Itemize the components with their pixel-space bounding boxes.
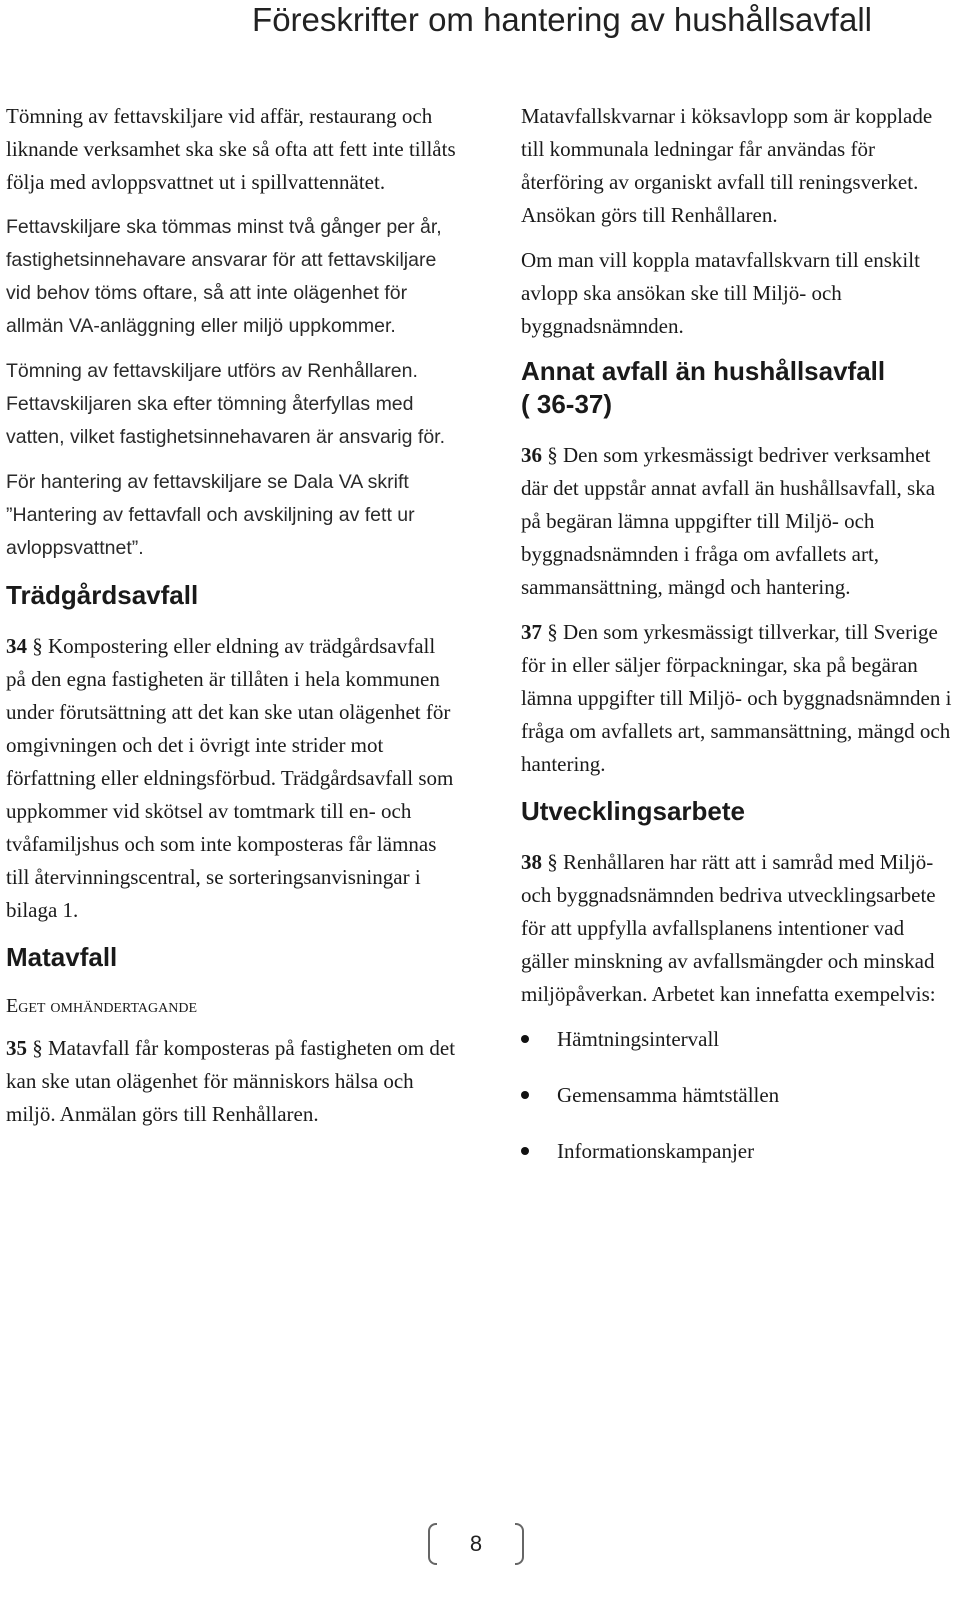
paragraph-grease-reference: För hantering av fettavskiljare se Dala VA skrift ”Hantering av fettavfall och avskiljning av fett ur avloppsvattnet”. <box>6 471 415 559</box>
paragraph-food-grinders: Matavfallskvarnar i köksavlopp som är kopplade till kommunala ledningar får användas för återföring av organiskt avfall till reningsverket. Ansökan görs till Renhållaren. <box>521 104 933 227</box>
left-column <box>6 100 458 1143</box>
heading-other-waste-line2: ( 36-37) <box>521 389 613 419</box>
section-sign-icon: § <box>547 443 558 467</box>
section-38-text: Renhållaren har rätt att i samråd med Miljö- och byggnadsnämnden bedriva utvecklingsarbete för att uppfylla avfallsplanens intentioner vad gäller minskning av avfallsmängder och minskad miljöpåverkan. Arbetet kan innefatta exempelvis: <box>521 850 936 1006</box>
example-list <box>521 1023 957 1168</box>
list-item: Informationskampanjer <box>521 1135 957 1168</box>
heading-development: Utvecklingsarbete <box>521 796 745 826</box>
paragraph-grease-emptying: Tömning av fettavskiljare vid affär, restaurang och liknande verksamhet ska ske så ofta att fett inte tillåts följa med avloppsvattnet ut i spillvattennätet. <box>6 104 456 194</box>
bullet-icon <box>521 1147 529 1155</box>
right-bracket-icon <box>515 1523 524 1565</box>
section-36-number: 36 <box>521 443 542 467</box>
section-35 <box>6 1032 458 1131</box>
section-sign-icon: § <box>547 850 558 874</box>
page-number-box <box>428 1520 524 1568</box>
heading-other-waste <box>521 355 957 421</box>
section-35-text: Matavfall får komposteras på fastigheten om det kan ske utan olägenhet för människors hälsa och miljö. Anmälan görs till Renhållaren. <box>6 1036 456 1126</box>
section-36-text: Den som yrkesmässigt bedriver verksamhet där det uppstår annat avfall än hushållsavfall, ska på begäran lämna uppgifter till Miljö- och byggnadsnämnden i fråga om avfallets art, sammansättning, mängd och hantering. <box>521 443 936 599</box>
bullet-icon <box>521 1091 529 1099</box>
left-bracket-icon <box>428 1523 437 1565</box>
section-sign-icon: § <box>547 620 558 644</box>
paragraph-private-sewer: Om man vill koppla matavfallskvarn till enskilt avlopp ska ansökan ske till Miljö- och byggnadsnämnden. <box>521 248 920 338</box>
section-36 <box>521 439 957 604</box>
list-item: Gemensamma hämtställen <box>521 1079 957 1112</box>
section-38-number: 38 <box>521 850 542 874</box>
section-34-text: Kompostering eller eldning av trädgårdsavfall på den egna fastigheten är tillåten i hela kommunen under förutsättning att det kan ske utan olägenhet för omgivningen och det i övrigt inte strider mot författning eller eldningsförbud. Trädgårdsavfall som uppkommer vid skötsel av tomtmark till en- och tvåfamiljshus och som inte komposteras får lämnas till återvinningscentral, se sorteringsanvisningar i bilaga 1. <box>6 634 454 922</box>
paragraph-grease-renhallaren: Tömning av fettavskiljare utförs av Renhållaren. Fettavskiljaren ska efter tömning återfyllas med vatten, vilket fastighetsinnehavaren är ansvarig för. <box>6 360 445 448</box>
bullet-icon <box>521 1035 529 1043</box>
section-37-number: 37 <box>521 620 542 644</box>
page-number: 8 <box>469 1531 483 1556</box>
section-sign-icon: § <box>32 634 43 658</box>
right-column <box>521 100 957 1191</box>
heading-food-waste: Matavfall <box>6 942 118 972</box>
heading-garden-waste: Trädgårdsavfall <box>6 580 199 610</box>
section-35-number: 35 <box>6 1036 27 1060</box>
section-34 <box>6 630 458 927</box>
section-34-number: 34 <box>6 634 27 658</box>
subheading-own-care: Eget omhändertagande <box>6 995 198 1017</box>
list-item: Hämtningsintervall <box>521 1023 957 1056</box>
heading-other-waste-line1: Annat avfall än hushållsavfall <box>521 356 886 386</box>
section-37-text: Den som yrkesmässigt tillverkar, till Sverige för in eller säljer förpackningar, ska på begäran lämna uppgifter till Miljö- och byggnadsnämnden i fråga om avfallets art, sammansättning, mängd och hantering. <box>521 620 952 776</box>
paragraph-grease-twice-yearly: Fettavskiljare ska tömmas minst två gånger per år, fastighetsinnehavare ansvarar för att fettavskiljare vid behov töms oftare, så att inte olägenhet för allmän VA-anläggning eller miljö uppkommer. <box>6 216 442 337</box>
page-title: Föreskrifter om hantering av hushållsavfall <box>252 1 872 38</box>
section-38 <box>521 846 957 1011</box>
section-37 <box>521 616 957 781</box>
section-sign-icon: § <box>32 1036 43 1060</box>
